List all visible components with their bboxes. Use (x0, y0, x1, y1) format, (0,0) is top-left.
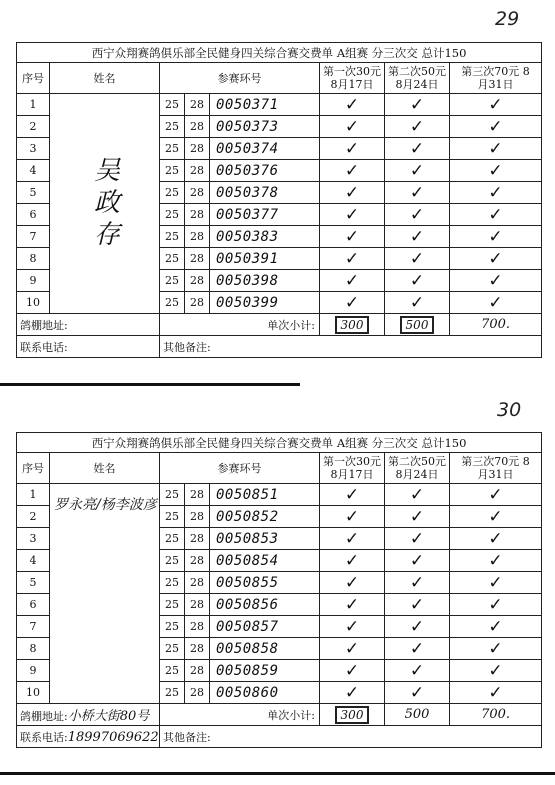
ring-prefix-year: 25 (160, 484, 185, 506)
subtotal-round3: 700. (450, 704, 542, 726)
ring-prefix-year: 25 (160, 550, 185, 572)
row-seq: 7 (17, 616, 50, 638)
ring-prefix-year: 25 (160, 660, 185, 682)
ring-prefix-region: 28 (185, 660, 210, 682)
page-number: 30 (497, 399, 522, 421)
row-seq: 5 (17, 572, 50, 594)
subtotal-round3: 700. (450, 314, 542, 336)
ring-prefix-region: 28 (185, 138, 210, 160)
ring-prefix-region: 28 (185, 572, 210, 594)
ring-number: 0050377 (210, 204, 320, 226)
entrant-name: 罗永亮/杨李波彦 (50, 484, 160, 704)
round3-check: ✓ (450, 270, 542, 292)
round3-check: ✓ (450, 204, 542, 226)
row-seq: 4 (17, 160, 50, 182)
round2-check: ✓ (385, 594, 450, 616)
round2-check: ✓ (385, 616, 450, 638)
ring-prefix-region: 28 (185, 682, 210, 704)
ring-prefix-region: 28 (185, 116, 210, 138)
round1-check: ✓ (320, 660, 385, 682)
round3-check: ✓ (450, 94, 542, 116)
round2-check: ✓ (385, 506, 450, 528)
ring-prefix-year: 25 (160, 270, 185, 292)
form-title: 西宁众翔赛鸽俱乐部全民健身四关综合赛交费单 A组赛 分三次交 总计150 (17, 43, 542, 63)
ring-prefix-year: 25 (160, 116, 185, 138)
ring-prefix-region: 28 (185, 182, 210, 204)
round3-check: ✓ (450, 528, 542, 550)
form-title: 西宁众翔赛鸽俱乐部全民健身四关综合赛交费单 A组赛 分三次交 总计150 (17, 433, 542, 453)
round3-check: ✓ (450, 226, 542, 248)
round3-check: ✓ (450, 550, 542, 572)
row-seq: 1 (17, 94, 50, 116)
round1-check: ✓ (320, 226, 385, 248)
ring-prefix-year: 25 (160, 616, 185, 638)
ring-number: 0050853 (210, 528, 320, 550)
round3-check: ✓ (450, 292, 542, 314)
ring-prefix-year: 25 (160, 506, 185, 528)
ring-prefix-region: 28 (185, 638, 210, 660)
header-name: 姓名 (50, 453, 160, 484)
fee-form-1 (16, 42, 542, 358)
round3-check: ✓ (450, 248, 542, 270)
ring-number: 0050373 (210, 116, 320, 138)
round2-check: ✓ (385, 94, 450, 116)
ring-prefix-region: 28 (185, 616, 210, 638)
ring-prefix-year: 25 (160, 292, 185, 314)
round2-check: ✓ (385, 270, 450, 292)
round2-check: ✓ (385, 226, 450, 248)
round2-check: ✓ (385, 182, 450, 204)
row-seq: 9 (17, 270, 50, 292)
ring-number: 0050859 (210, 660, 320, 682)
ring-prefix-region: 28 (185, 160, 210, 182)
round2-check: ✓ (385, 138, 450, 160)
header-seq: 序号 (17, 453, 50, 484)
header-ring: 参赛环号 (160, 453, 320, 484)
ring-prefix-year: 25 (160, 572, 185, 594)
round2-check: ✓ (385, 484, 450, 506)
ring-prefix-region: 28 (185, 506, 210, 528)
subtotal-round2: 500 (385, 704, 450, 726)
round2-check: ✓ (385, 638, 450, 660)
round2-check: ✓ (385, 528, 450, 550)
round2-check: ✓ (385, 682, 450, 704)
subtotal-round1: 300 (320, 704, 385, 726)
loft-address: 鸽棚地址: (17, 314, 160, 336)
round1-check: ✓ (320, 116, 385, 138)
ring-prefix-year: 25 (160, 682, 185, 704)
ring-number: 0050378 (210, 182, 320, 204)
round2-check: ✓ (385, 204, 450, 226)
ring-number: 0050398 (210, 270, 320, 292)
row-seq: 10 (17, 682, 50, 704)
round3-check: ✓ (450, 660, 542, 682)
phone: 联系电话:18997069622 (17, 726, 160, 748)
ring-number: 0050860 (210, 682, 320, 704)
ring-number: 0050376 (210, 160, 320, 182)
ring-prefix-year: 25 (160, 248, 185, 270)
round1-check: ✓ (320, 594, 385, 616)
ring-number: 0050858 (210, 638, 320, 660)
ring-number: 0050399 (210, 292, 320, 314)
round3-check: ✓ (450, 160, 542, 182)
round1-check: ✓ (320, 572, 385, 594)
row-seq: 4 (17, 550, 50, 572)
row-seq: 6 (17, 204, 50, 226)
round2-check: ✓ (385, 248, 450, 270)
row-seq: 3 (17, 528, 50, 550)
round3-check: ✓ (450, 638, 542, 660)
round1-check: ✓ (320, 682, 385, 704)
round2-check: ✓ (385, 550, 450, 572)
ring-prefix-region: 28 (185, 204, 210, 226)
round1-check: ✓ (320, 270, 385, 292)
row-seq: 1 (17, 484, 50, 506)
ring-number: 0050371 (210, 94, 320, 116)
row-seq: 2 (17, 116, 50, 138)
round1-check: ✓ (320, 292, 385, 314)
round1-check: ✓ (320, 506, 385, 528)
round3-check: ✓ (450, 682, 542, 704)
ring-number: 0050374 (210, 138, 320, 160)
round1-check: ✓ (320, 616, 385, 638)
ring-prefix-year: 25 (160, 528, 185, 550)
round1-check: ✓ (320, 160, 385, 182)
round3-check: ✓ (450, 572, 542, 594)
header-name: 姓名 (50, 63, 160, 94)
fee-form-2 (16, 432, 542, 748)
entrant-name: 吴政存 (50, 94, 160, 314)
ring-number: 0050851 (210, 484, 320, 506)
ring-number: 0050856 (210, 594, 320, 616)
ring-number: 0050852 (210, 506, 320, 528)
ring-prefix-region: 28 (185, 528, 210, 550)
round1-check: ✓ (320, 248, 385, 270)
subtotal-round2: 500 (385, 314, 450, 336)
round3-check: ✓ (450, 182, 542, 204)
round3-check: ✓ (450, 484, 542, 506)
round1-check: ✓ (320, 138, 385, 160)
remarks: 其他备注: (160, 336, 542, 358)
ring-prefix-region: 28 (185, 226, 210, 248)
table-row (17, 484, 542, 506)
round2-check: ✓ (385, 160, 450, 182)
header-round2: 第二次50元 8月24日 (385, 63, 450, 94)
ring-number: 0050855 (210, 572, 320, 594)
ring-prefix-region: 28 (185, 594, 210, 616)
ring-prefix-year: 25 (160, 160, 185, 182)
round3-check: ✓ (450, 594, 542, 616)
round2-check: ✓ (385, 292, 450, 314)
round1-check: ✓ (320, 638, 385, 660)
ring-prefix-region: 28 (185, 94, 210, 116)
ring-number: 0050854 (210, 550, 320, 572)
round3-check: ✓ (450, 138, 542, 160)
ring-prefix-region: 28 (185, 484, 210, 506)
header-round2: 第二次50元 8月24日 (385, 453, 450, 484)
phone: 联系电话: (17, 336, 160, 358)
ring-prefix-year: 25 (160, 138, 185, 160)
page-number: 29 (495, 8, 520, 30)
row-seq: 6 (17, 594, 50, 616)
row-seq: 10 (17, 292, 50, 314)
round3-check: ✓ (450, 116, 542, 138)
subtotal-round1: 300 (320, 314, 385, 336)
round2-check: ✓ (385, 116, 450, 138)
header-round3: 第三次70元 8 月31日 (450, 453, 542, 484)
ring-prefix-year: 25 (160, 638, 185, 660)
row-seq: 3 (17, 138, 50, 160)
ring-prefix-year: 25 (160, 226, 185, 248)
header-seq: 序号 (17, 63, 50, 94)
round1-check: ✓ (320, 484, 385, 506)
table-row (17, 94, 542, 116)
divider-line (0, 383, 300, 386)
ring-prefix-region: 28 (185, 550, 210, 572)
ring-number: 0050857 (210, 616, 320, 638)
row-seq: 8 (17, 248, 50, 270)
divider-line (0, 772, 555, 775)
ring-number: 0050391 (210, 248, 320, 270)
header-round1: 第一次30元 8月17日 (320, 63, 385, 94)
round1-check: ✓ (320, 182, 385, 204)
ring-prefix-region: 28 (185, 292, 210, 314)
round1-check: ✓ (320, 528, 385, 550)
ring-prefix-region: 28 (185, 270, 210, 292)
round3-check: ✓ (450, 506, 542, 528)
round2-check: ✓ (385, 572, 450, 594)
ring-prefix-year: 25 (160, 94, 185, 116)
header-round3: 第三次70元 8 月31日 (450, 63, 542, 94)
subtotal-label: 单次小计: (160, 314, 320, 336)
row-seq: 9 (17, 660, 50, 682)
row-seq: 7 (17, 226, 50, 248)
loft-address: 鸽棚地址:小桥大街80号 (17, 704, 160, 726)
round1-check: ✓ (320, 94, 385, 116)
subtotal-label: 单次小计: (160, 704, 320, 726)
ring-prefix-year: 25 (160, 182, 185, 204)
header-round1: 第一次30元 8月17日 (320, 453, 385, 484)
row-seq: 2 (17, 506, 50, 528)
round1-check: ✓ (320, 204, 385, 226)
row-seq: 5 (17, 182, 50, 204)
ring-number: 0050383 (210, 226, 320, 248)
ring-prefix-year: 25 (160, 594, 185, 616)
ring-prefix-region: 28 (185, 248, 210, 270)
round3-check: ✓ (450, 616, 542, 638)
row-seq: 8 (17, 638, 50, 660)
ring-prefix-year: 25 (160, 204, 185, 226)
remarks: 其他备注: (160, 726, 542, 748)
round2-check: ✓ (385, 660, 450, 682)
header-ring: 参赛环号 (160, 63, 320, 94)
round1-check: ✓ (320, 550, 385, 572)
